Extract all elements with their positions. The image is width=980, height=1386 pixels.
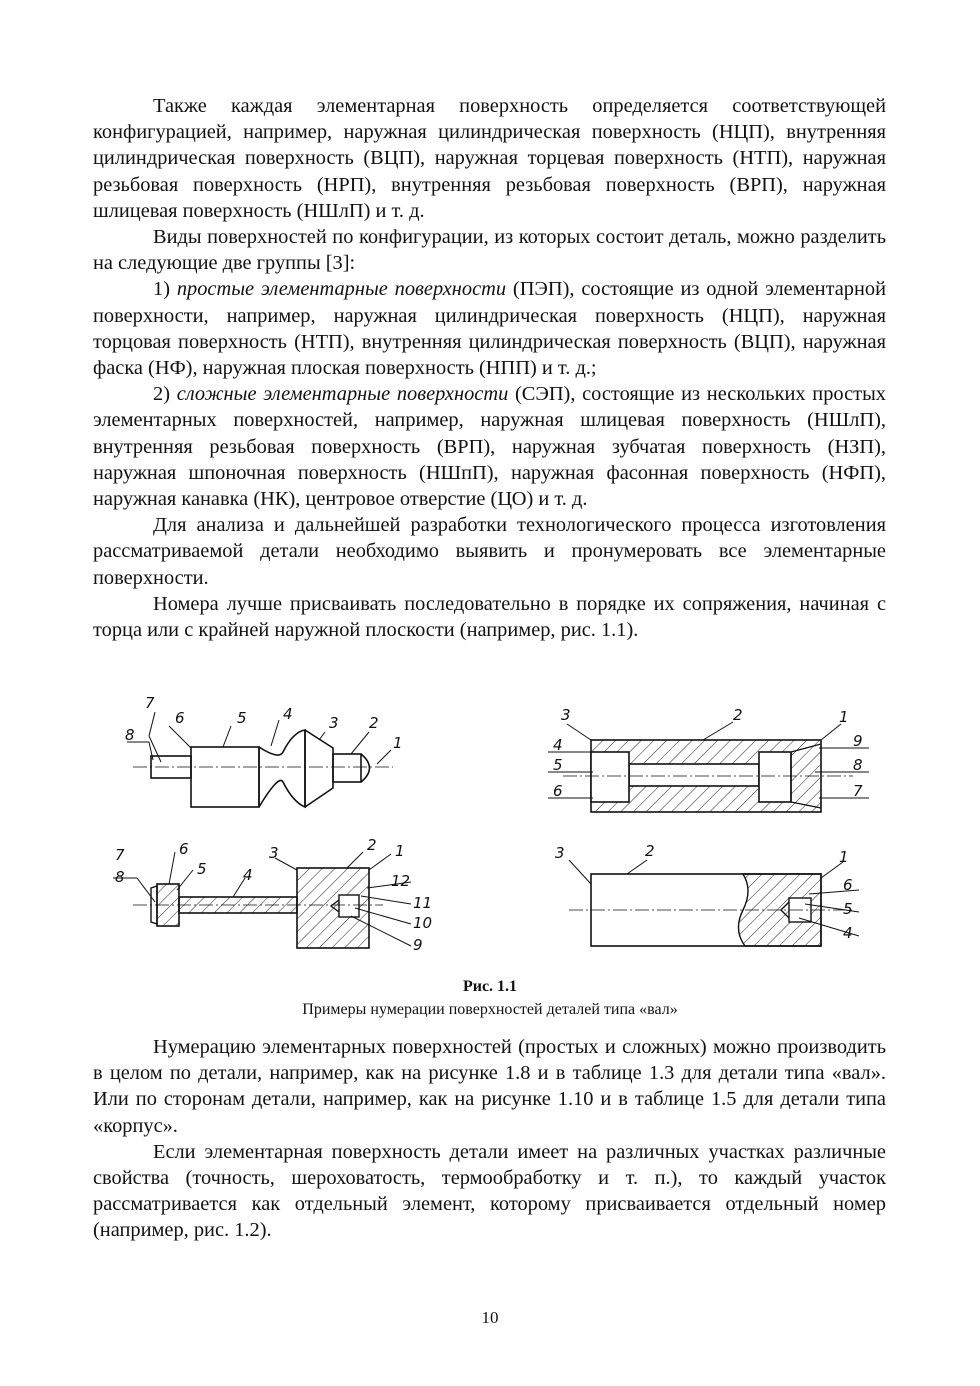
d1-label-2: 2	[369, 714, 379, 732]
d2-label-5: 5	[553, 756, 563, 774]
paragraph-numbering: Номера лучше присваивать последовательно в порядке их сопряжения, начиная с торца или с крайней наружной плоскости (например, рис. 1.1).	[93, 592, 886, 642]
d2-label-2: 2	[733, 706, 743, 724]
d4-label-1: 1	[839, 848, 849, 866]
d4-label-6: 6	[843, 876, 853, 894]
figure-title: Рис. 1.1	[462, 978, 518, 995]
d4-label-4: 4	[843, 924, 853, 942]
d1-label-6: 6	[175, 709, 185, 727]
d3-label-5: 5	[197, 860, 207, 878]
d3-label-11: 11	[413, 894, 433, 912]
list-item-complex	[93, 381, 886, 512]
d2-label-7: 7	[853, 782, 863, 800]
list-text: (ПЭП), состоящие из одной элементарной поверхности, например, наружная цилиндрическая поверхность (НЦП), наружная торцовая поверхность (НТП), внутренняя цилиндрическая поверхность (ВЦП), наружная фаска (НФ), наружная плоская поверхность (НПП) и т. д.;	[93, 278, 886, 380]
body-text-top	[93, 93, 886, 643]
d2-label-1: 1	[839, 708, 849, 726]
d3-label-4: 4	[243, 866, 253, 884]
figure-caption: Примеры нумерации поверхностей деталей типа «вал»	[302, 1001, 678, 1018]
d2-label-3: 3	[561, 706, 571, 724]
d3-label-8: 8	[115, 868, 125, 886]
d4-label-2: 2	[645, 842, 655, 860]
figure-shaft-numbering	[93, 690, 886, 970]
d4-label-5: 5	[843, 900, 853, 918]
d3-label-1: 1	[395, 842, 405, 860]
term-complex: сложные элементарные поверхности	[176, 383, 509, 406]
d3-label-10: 10	[413, 914, 433, 932]
d3-label-12: 12	[391, 872, 411, 890]
d2-label-6: 6	[553, 782, 563, 800]
drawing-bushing-section	[563, 740, 853, 812]
paragraph-configuration: Также каждая элементарная поверхность определяется соответствующей конфигурацией, например, наружная цилиндрическая поверхность (НЦП), внутренняя цилиндрическая поверхность (ВЦП), наружная торцевая поверхность (НТП), наружная резьбовая поверхность (НРП), внутренняя резьбовая поверхность (ВРП), наружная шлицевая поверхность (НШлП) и т. д.	[93, 95, 886, 222]
drawing-cylinder	[569, 874, 853, 946]
d3-label-6: 6	[179, 840, 189, 858]
paragraph-numbering-methods: Нумерацию элементарных поверхностей (простых и сложных) можно производить в целом по детали, например, как на рисунке 1.8 и в таблице 1.3 для детали типа «вал». Или по сторонам детали, например, как на рисунке 1.10 и в таблице 1.5 для детали типа «корпус».	[93, 1036, 886, 1137]
d4-label-3: 3	[555, 844, 565, 862]
d3-label-9: 9	[413, 936, 423, 954]
page-number: 10	[481, 1308, 499, 1327]
d1-label-7: 7	[145, 694, 155, 712]
d3-label-2: 2	[367, 836, 377, 854]
list-item-simple	[93, 276, 886, 381]
d1-label-8: 8	[125, 726, 135, 744]
paragraph-separate-sections: Если элементарная поверхность детали имеет на различных участках различные свойства (точность, шероховатость, термообработку и т. п.), то каждый участок рассматривается как отдельный элемент, которому присваивается отдельный номер (например, рис. 1.2).	[93, 1140, 886, 1242]
d1-label-5: 5	[237, 709, 247, 727]
d1-label-3: 3	[329, 714, 339, 732]
list-marker: 2)	[153, 383, 177, 406]
d2-label-8: 8	[853, 756, 863, 774]
d2-label-9: 9	[853, 732, 863, 750]
d2-label-4: 4	[553, 736, 563, 754]
list-text: (СЭП), состоящие из нескольких простых элементарных поверхностей, например, наружная шлицевая поверхность (НШлП), внутренняя резьбовая поверхность (ВРП), наружная зубчатая поверхность (НЗП), наружная шпоночная поверхность (НШпП), наружная фасонная поверхность (НФП), наружная канавка (НК), центровое отверстие (ЦО) и т. д.	[93, 383, 886, 511]
d3-label-3: 3	[269, 844, 279, 862]
d3-label-7: 7	[115, 846, 125, 864]
figure-drawing	[93, 690, 886, 970]
drawing-shaft-1	[133, 730, 393, 807]
term-simple: простые элементарные поверхности	[176, 278, 507, 301]
list-marker: 1)	[153, 278, 177, 301]
body-text-bottom	[93, 1034, 886, 1244]
paragraph-groups-intro: Виды поверхностей по конфигурации, из которых состоит деталь, можно разделить на следующие две группы [3]:	[93, 226, 886, 275]
d1-label-4: 4	[283, 705, 293, 723]
paragraph-analysis: Для анализа и дальнейшей разработки технологического процесса изготовления рассматриваемой детали необходимо выявить и пронумеровать все элементарные поверхности.	[93, 514, 886, 589]
d1-label-1: 1	[393, 734, 403, 752]
drawing-flanged-shaft	[133, 868, 383, 948]
